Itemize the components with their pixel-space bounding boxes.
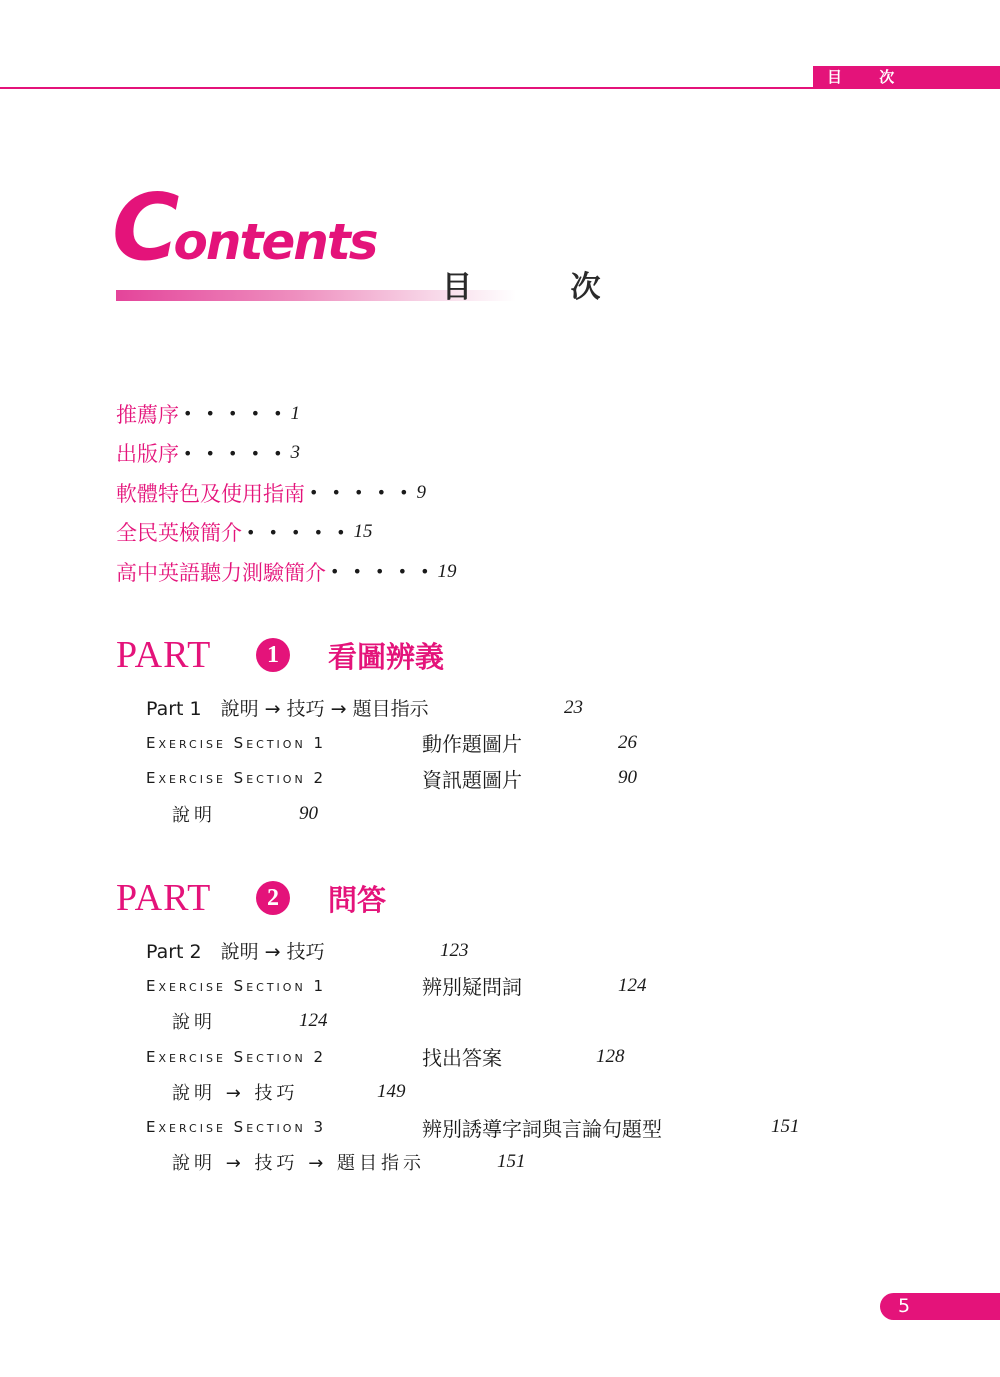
toc-entry[interactable]: [116, 552, 457, 592]
toc-entry-label: 辨別誘導字詞與言論句題型: [422, 1116, 662, 1141]
front-matter-list: [116, 394, 457, 592]
toc-page-number: 26: [618, 731, 637, 753]
toc-entry[interactable]: [146, 933, 662, 968]
toc-subentry-label: 說明 → 技巧 → 題目指示: [172, 1153, 426, 1175]
part-word: PART: [116, 877, 212, 919]
toc-entry-label: 高中英語聽力測驗簡介: [116, 560, 326, 585]
toc-page-number: 151: [771, 1116, 800, 1138]
part-title: 看圖辨義: [328, 639, 445, 674]
toc-entry-label: 辨別疑問詞: [422, 975, 522, 1000]
part-word: PART: [116, 634, 212, 676]
exercise-section-label: Exercise Section 2: [146, 769, 326, 788]
toc-entry[interactable]: [146, 1145, 662, 1180]
part-2-entries: [146, 933, 800, 1180]
toc-page-number: 128: [596, 1045, 625, 1067]
toc-page-number: 124: [299, 1010, 328, 1032]
toc-entry-label: Part 1 說明 → 技巧 → 題目指示: [146, 698, 429, 721]
toc-page-number: 124: [618, 974, 647, 996]
toc-entry[interactable]: [116, 473, 457, 513]
toc-leader-dots: • • • • •: [246, 522, 350, 542]
contents-title: [112, 174, 377, 282]
toc-page-number: 123: [440, 939, 469, 961]
toc-entry[interactable]: [146, 1004, 662, 1039]
toc-page-number: 90: [618, 767, 637, 789]
exercise-section-label: Exercise Section 2: [146, 1047, 326, 1066]
toc-leader-dots: • • • • •: [183, 404, 287, 424]
toc-entry-label: 推薦序: [116, 402, 179, 427]
toc-entry[interactable]: [146, 1109, 800, 1144]
toc-entry[interactable]: [146, 725, 637, 760]
toc-entry[interactable]: [116, 513, 457, 553]
part-number-badge: 1: [256, 638, 290, 672]
toc-subentry-label: 說明: [172, 804, 216, 826]
contents-title-rest: ontents: [173, 213, 377, 271]
toc-subentry-label: 說明 → 技巧: [172, 1082, 299, 1104]
contents-title-initial: C: [112, 174, 178, 281]
toc-entry[interactable]: [146, 1039, 662, 1074]
toc-entry-label: 全民英檢簡介: [116, 521, 242, 546]
toc-page-number: 15: [353, 521, 373, 543]
toc-page-number: 23: [564, 696, 583, 718]
toc-entry-label: 找出答案: [422, 1046, 502, 1071]
toc-page-number: 1: [290, 402, 301, 424]
toc-page-number: 149: [377, 1080, 406, 1102]
exercise-section-label: Exercise Section 1: [146, 976, 326, 995]
exercise-section-label: Exercise Section 1: [146, 733, 326, 752]
contents-subtitle: 目 次: [442, 270, 645, 305]
exercise-section-label: Exercise Section 3: [146, 1118, 326, 1137]
toc-entry[interactable]: [146, 968, 662, 1003]
page-number: 5: [880, 1293, 1000, 1320]
toc-subentry-label: 說明: [172, 1012, 216, 1034]
toc-entry-label: 軟體特色及使用指南: [116, 481, 305, 506]
header-section-tab: 目 次: [813, 66, 1000, 89]
part-title: 問答: [328, 882, 387, 917]
toc-entry-label: Part 2 說明 → 技巧: [146, 941, 325, 964]
part-1-entries: [146, 690, 637, 831]
toc-page-number: 3: [290, 442, 301, 464]
part-number-badge: 2: [256, 881, 290, 915]
toc-entry[interactable]: [146, 1074, 662, 1109]
toc-page-number: 9: [416, 481, 427, 503]
toc-entry[interactable]: [116, 394, 457, 434]
toc-entry[interactable]: [146, 796, 522, 831]
part-1-heading: [116, 633, 444, 677]
toc-entry[interactable]: [146, 690, 583, 725]
toc-leader-dots: • • • • •: [183, 443, 287, 463]
toc-leader-dots: • • • • •: [330, 562, 434, 582]
toc-entry-label: 資訊題圖片: [422, 767, 522, 792]
toc-leader-dots: • • • • •: [309, 483, 413, 503]
toc-entry[interactable]: [146, 761, 637, 796]
toc-page-number: 90: [299, 802, 318, 824]
toc-page-number: 19: [437, 560, 457, 582]
toc-entry[interactable]: [116, 434, 457, 474]
toc-entry-label: 動作題圖片: [422, 732, 522, 757]
toc-page-number: 151: [497, 1151, 526, 1173]
toc-entry-label: 出版序: [116, 442, 179, 467]
part-2-heading: [116, 876, 386, 920]
